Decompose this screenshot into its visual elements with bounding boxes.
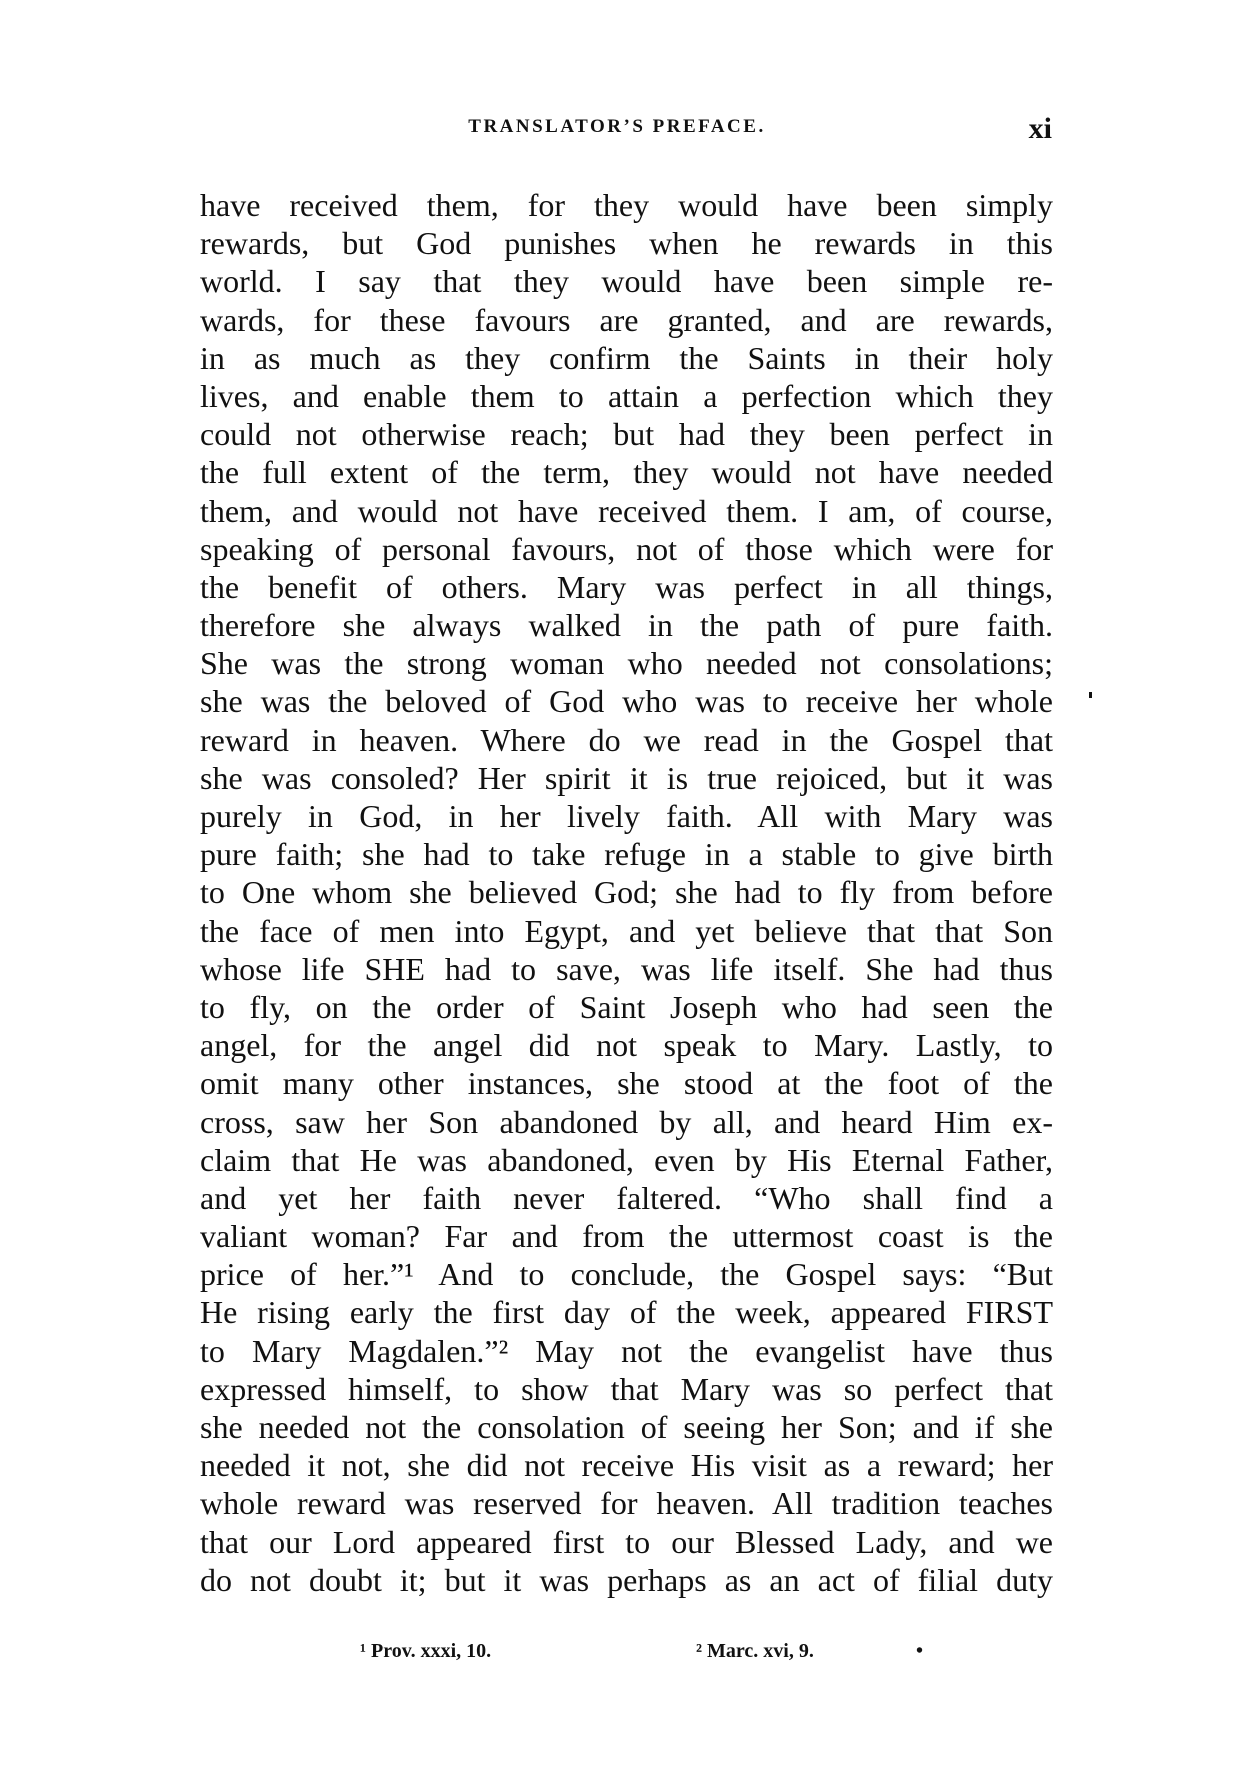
text-line: needed it not, she did not receive His visit as a reward; her	[200, 1447, 1053, 1484]
text-line: price of her.”¹ And to conclude, the Gospel says: “But	[200, 1256, 1053, 1293]
text-line: the face of men into Egypt, and yet believe that that Son	[200, 912, 1053, 949]
text-line: claim that He was abandoned, even by His Eternal Father,	[200, 1141, 1053, 1178]
text-line: whole reward was reserved for heaven. All tradition teaches	[200, 1485, 1053, 1522]
text-line: she needed not the consolation of seeing her Son; and if she	[200, 1409, 1053, 1445]
text-line: He rising early the first day of the week, appeared FIRST	[200, 1294, 1053, 1331]
text-line: rewards, but God punishes when he rewards in this	[200, 225, 1053, 262]
ink-speck	[1089, 692, 1092, 698]
text-line: valiant woman? Far and from the uttermost coast is the	[200, 1218, 1053, 1255]
page-number: xi	[1028, 112, 1052, 145]
text-line: purely in God, in her lively faith. All with Mary was	[200, 798, 1053, 834]
text-line: them, and would not have received them. I am, of course,	[200, 492, 1053, 529]
text-line: expressed himself, to show that Mary was so perfect that	[200, 1370, 1053, 1407]
text-line: therefore she always walked in the path of pure faith.	[200, 607, 1053, 644]
text-line: lives, and enable them to attain a perfection which they	[200, 377, 1053, 414]
text-line: reward in heaven. Where do we read in the Gospel that	[200, 721, 1053, 758]
footnote-1: ¹ Prov. xxxi, 10.	[360, 1640, 492, 1662]
text-line: to One whom she believed God; she had to fly from before	[200, 874, 1053, 911]
footnote-mark: •	[916, 1640, 924, 1662]
text-line: cross, saw her Son abandoned by all, and heard Him ex-	[200, 1103, 1053, 1140]
text-line: do not doubt it; but it was perhaps as an act of filial duty	[200, 1561, 1053, 1598]
running-title: TRANSLATOR’S PREFACE.	[468, 116, 766, 137]
text-line: omit many other instances, she stood at the foot of the	[200, 1065, 1053, 1102]
text-line: she was consoled? Her spirit it is true rejoiced, but it was	[200, 759, 1053, 796]
text-line: in as much as they confirm the Saints in their holy	[200, 339, 1053, 376]
text-line: she was the beloved of God who was to receive her whole	[200, 683, 1053, 720]
text-line: to fly, on the order of Saint Joseph who had seen the	[200, 988, 1053, 1025]
text-line: She was the strong woman who needed not consolations;	[200, 645, 1053, 682]
text-line: the full extent of the term, they would not have needed	[200, 454, 1053, 491]
text-line: the benefit of others. Mary was perfect in all things,	[200, 568, 1053, 605]
text-line: and yet her faith never faltered. “Who shall find a	[200, 1179, 1053, 1216]
running-head	[182, 112, 1052, 148]
text-line: angel, for the angel did not speak to Mary. Lastly, to	[200, 1027, 1053, 1064]
text-line: speaking of personal favours, not of those which were for	[200, 530, 1053, 567]
text-line: pure faith; she had to take refuge in a stable to give birth	[200, 836, 1053, 873]
footnotes	[360, 1640, 960, 1670]
text-line: that our Lord appeared first to our Blessed Lady, and we	[200, 1523, 1053, 1560]
text-line: whose life SHE had to save, was life itself. She had thus	[200, 950, 1053, 987]
text-line: world. I say that they would have been simple re-	[200, 263, 1053, 300]
text-line: wards, for these favours are granted, and are rewards,	[200, 301, 1053, 338]
footnote-2: ² Marc. xvi, 9.	[696, 1640, 814, 1662]
text-line: have received them, for they would have been simply	[200, 187, 1053, 223]
text-line: could not otherwise reach; but had they been perfect in	[200, 416, 1053, 453]
body-text	[200, 186, 1053, 1599]
text-line: to Mary Magdalen.”² May not the evangelist have thus	[200, 1332, 1053, 1369]
